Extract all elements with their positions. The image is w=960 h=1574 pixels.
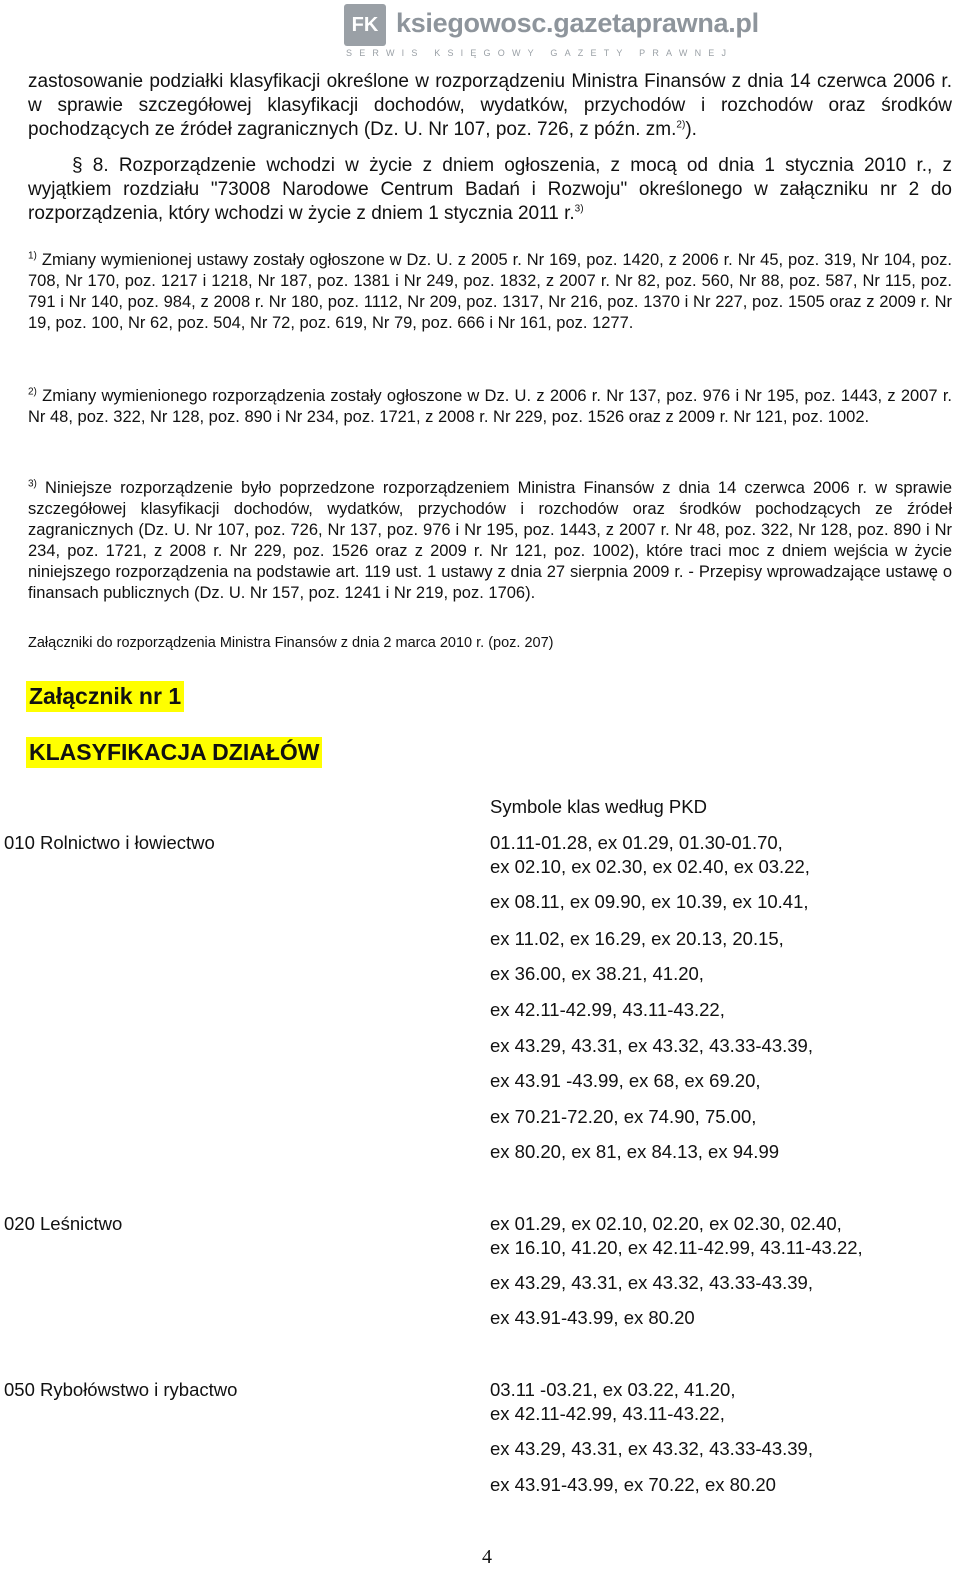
logo-badge: FK (344, 4, 386, 46)
footnote-2: $^{2)}$ Zmiany wymienionego rozporządzenia zostały ogłoszone w Dz. U. z 2006 r. Nr 137, poz. 976 i Nr 195, poz. 1443, z 2007 r. Nr 48, poz. 322, Nr 128, poz. 890 i Nr 234, poz. 1721, z 2008 r. Nr 229, poz. 1526 oraz z 2009 r. Nr 121, poz. 1002. (28, 386, 952, 426)
footnote-ref[interactable]: 2) (676, 119, 686, 131)
pkd-line: ex 43.29, 43.31, ex 43.32, 43.33-43.39, (490, 1438, 813, 1459)
pkd-line: ex 02.10, ex 02.30, ex 02.40, ex 03.22, (490, 856, 810, 877)
pkd-line: ex 16.10, 41.20, ex 42.11-42.99, 43.11-43.22, (490, 1237, 863, 1258)
section-name: 050 Rybołówstwo i rybactwo (4, 1379, 238, 1400)
pkd-line: ex 80.20, ex 81, ex 84.13, ex 94.99 (490, 1141, 780, 1162)
pkd-line: ex 70.21-72.20, ex 74.90, 75.00, (490, 1106, 757, 1127)
footnote-mark: 3) (28, 478, 37, 490)
pkd-line: ex 43.91 -43.99, ex 68, ex 69.20, (490, 1070, 761, 1091)
annex-title: Załącznik nr 1 (26, 681, 184, 712)
pkd-column-header: Symbole klas według PKD (490, 796, 707, 817)
pkd-line: 03.11 -03.21, ex 03.22, 41.20, (490, 1379, 736, 1400)
section-name: 010 Rolnictwo i łowiectwo (4, 832, 215, 853)
section-name: 020 Leśnictwo (4, 1213, 123, 1234)
footnote-mark: 1) (28, 250, 37, 262)
logo-text: ksiegowosc.gazetaprawna.pl (396, 8, 759, 38)
pkd-line: ex 43.29, 43.31, ex 43.32, 43.33-43.39, (490, 1035, 813, 1056)
pkd-line: ex 42.11-42.99, 43.11-43.22, (490, 999, 725, 1020)
pkd-line: 01.11-01.28, ex 01.29, 01.30-01.70, (490, 832, 783, 853)
paragraph-continuation: zastosowanie podziałki klasyfikacji określone w rozporządzeniu Ministra Finansów z dnia 14 czerwca 2006 r. w sprawie szczegółowej klasyfikacji dochodów, wydatków, przychodów i rozchodów oraz środków pochodzących ze źródeł zagranicznych (Dz. U. Nr 107, poz. 726, z późn. zm.$^{2)}$). (28, 71, 952, 140)
pkd-line: ex 43.91-43.99, ex 70.22, ex 80.20 (490, 1474, 776, 1495)
pkd-line: ex 43.29, 43.31, ex 43.32, 43.33-43.39, (490, 1272, 813, 1293)
classification-title: KLASYFIKACJA DZIAŁÓW (26, 737, 322, 768)
logo-subtitle: SERWIS KSIĘGOWY GAZETY PRAWNEJ (346, 48, 734, 58)
pkd-line: ex 43.91-43.99, ex 80.20 (490, 1307, 695, 1328)
pkd-line: ex 08.11, ex 09.90, ex 10.39, ex 10.41, (490, 891, 809, 912)
pkd-line: ex 01.29, ex 02.10, 02.20, ex 02.30, 02.40, (490, 1213, 842, 1234)
site-logo[interactable] (344, 4, 759, 60)
footnote-ref[interactable]: 3) (574, 203, 584, 215)
pkd-line: ex 11.02, ex 16.29, ex 20.13, 20.15, (490, 928, 784, 949)
attachments-note: Załączniki do rozporządzenia Ministra Finansów z dnia 2 marca 2010 r. (poz. 207) (28, 635, 554, 651)
footnote-1: $^{1)}$ Zmiany wymienionej ustawy zostały ogłoszone w Dz. U. z 2005 r. Nr 169, poz. 1420, z 2006 r. Nr 45, poz. 319, Nr 104, poz. 708, Nr 170, poz. 1217 i 1218, Nr 187, poz. 1381 i Nr 249, poz. 1832, z 2007 r. Nr 82, poz. 560, Nr 88, poz. 587, Nr 115, poz. 791 i Nr 140, poz. 984, z 2008 r. Nr 180, poz. 1112, Nr 209, poz. 1317, Nr 216, poz. 1370 i Nr 227, poz. 1505 oraz z 2009 r. Nr 19, poz. 100, Nr 62, poz. 504, Nr 72, poz. 619, Nr 79, poz. 666 i Nr 161, poz. 1277. (28, 250, 952, 332)
pkd-line: ex 36.00, ex 38.21, 41.20, (490, 963, 704, 984)
footnote-3: $^{3)}$ Niniejsze rozporządzenie było poprzedzone rozporządzeniem Ministra Finansów z dnia 14 czerwca 2006 r. w sprawie szczegółowej klasyfikacji dochodów, wydatków, przychodów i rozchodów oraz środków pochodzących ze źródeł zagranicznych (Dz. U. Nr 107, poz. 726, Nr 137, poz. 976 i Nr 195, poz. 1443, z 2007 r. Nr 48, poz. 322, Nr 128, poz. 890 i Nr 234, poz. 1721, z 2008 r. Nr 229, poz. 1526 oraz z 2009 r. Nr 121, poz. 1002), które traci moc z dniem wejścia w życie niniejszego rozporządzenia na podstawie art. 119 ust. 1 ustawy z dnia 27 sierpnia 2009 r. - Przepisy wprowadzające ustawę o finansach publicznych (Dz. U. Nr 157, poz. 1241 i Nr 219, poz. 1706). (28, 478, 952, 602)
footnote-mark: 2) (28, 386, 37, 398)
paragraph-section-8: § 8. Rozporządzenie wchodzi w życie z dniem ogłoszenia, z mocą od dnia 1 stycznia 2010 r., z wyjątkiem rozdziału "73008 Narodowe Centrum Badań i Rozwoju" określonego w załączniku nr 2 do rozporządzenia, który wchodzi w życie z dniem 1 stycznia 2011 r.$^{3)}$ (28, 155, 952, 224)
page-number: 4 (482, 1546, 492, 1568)
pkd-line: ex 42.11-42.99, 43.11-43.22, (490, 1403, 725, 1424)
